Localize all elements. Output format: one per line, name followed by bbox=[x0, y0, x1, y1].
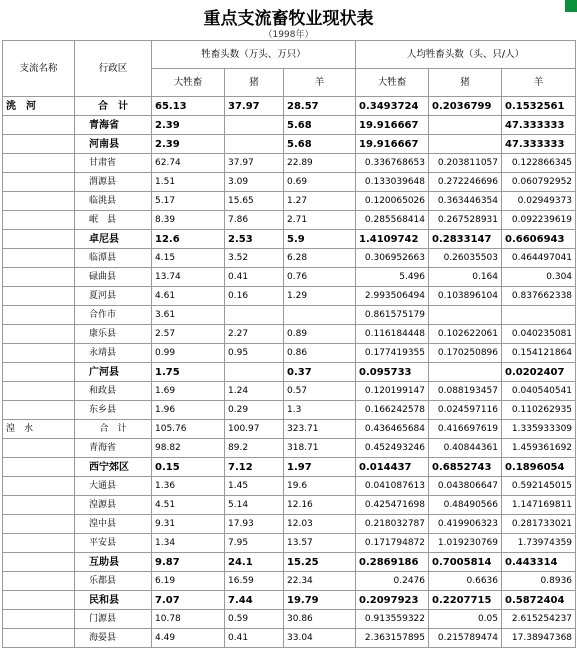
table-row bbox=[3, 173, 576, 192]
cell-large: 1.34 bbox=[152, 534, 225, 553]
cell-branch bbox=[3, 553, 75, 572]
table-row bbox=[3, 610, 576, 629]
cell-large-percapita: 0.133039648 bbox=[356, 173, 429, 192]
cell-sheep-percapita: 0.443314 bbox=[502, 553, 576, 572]
cell-pig-percapita: 0.043806647 bbox=[429, 477, 502, 496]
cell-large: 2.39 bbox=[152, 116, 225, 135]
cell-large: 2.57 bbox=[152, 325, 225, 344]
cell-sheep: 22.89 bbox=[284, 154, 356, 173]
cell-sheep-percapita: 0.122866345 bbox=[502, 154, 576, 173]
cell-admin: 合作市 bbox=[75, 306, 152, 325]
cell-pig-percapita bbox=[429, 135, 502, 154]
cell-sheep-percapita: 0.464497041 bbox=[502, 249, 576, 268]
cell-sheep: 22.34 bbox=[284, 572, 356, 591]
cell-sheep: 0.69 bbox=[284, 173, 356, 192]
cell-admin: 卓尼县 bbox=[75, 230, 152, 249]
cell-sheep: 1.97 bbox=[284, 458, 356, 477]
cell-sheep-percapita: 0.154121864 bbox=[502, 344, 576, 363]
cell-sheep-percapita: 0.592145015 bbox=[502, 477, 576, 496]
cell-large-percapita: 0.120065026 bbox=[356, 192, 429, 211]
cell-sheep: 323.71 bbox=[284, 420, 356, 439]
table-body bbox=[3, 97, 576, 648]
cell-large: 0.99 bbox=[152, 344, 225, 363]
cell-sheep: 28.57 bbox=[284, 97, 356, 116]
cell-pig-percapita: 0.416697619 bbox=[429, 420, 502, 439]
cell-pig-percapita: 0.26035503 bbox=[429, 249, 502, 268]
cell-branch bbox=[3, 363, 75, 382]
cell-admin: 湟中县 bbox=[75, 515, 152, 534]
cell-admin: 青海省 bbox=[75, 439, 152, 458]
cell-sheep-percapita: 0.040540541 bbox=[502, 382, 576, 401]
header-percapita-group: 人均牲畜头数（头、只/人） bbox=[356, 41, 576, 69]
table-row bbox=[3, 591, 576, 610]
cell-branch bbox=[3, 325, 75, 344]
cell-pig: 17.93 bbox=[225, 515, 284, 534]
cell-sheep-percapita: 0.0202407 bbox=[502, 363, 576, 382]
cell-sheep-percapita: 0.281733021 bbox=[502, 515, 576, 534]
header-large-percapita: 大牲畜 bbox=[356, 69, 429, 97]
cell-sheep-percapita: 17.38947368 bbox=[502, 629, 576, 648]
cell-large-percapita: 1.4109742 bbox=[356, 230, 429, 249]
cell-pig: 2.53 bbox=[225, 230, 284, 249]
cell-branch bbox=[3, 211, 75, 230]
cell-large-percapita: 0.2869186 bbox=[356, 553, 429, 572]
cell-admin: 民和县 bbox=[75, 591, 152, 610]
cell-pig-percapita: 0.272246696 bbox=[429, 173, 502, 192]
cell-large: 3.61 bbox=[152, 306, 225, 325]
cell-large-percapita: 0.3493724 bbox=[356, 97, 429, 116]
cell-pig: 89.2 bbox=[225, 439, 284, 458]
cell-sheep: 318.71 bbox=[284, 439, 356, 458]
header-sheep: 羊 bbox=[284, 69, 356, 97]
cell-branch bbox=[3, 230, 75, 249]
table-row bbox=[3, 477, 576, 496]
cell-pig: 1.45 bbox=[225, 477, 284, 496]
header-admin: 行政区 bbox=[75, 41, 152, 97]
cell-admin: 合 计 bbox=[75, 97, 152, 116]
cell-large: 98.82 bbox=[152, 439, 225, 458]
header-pig: 猪 bbox=[225, 69, 284, 97]
cell-large: 4.15 bbox=[152, 249, 225, 268]
cell-pig: 0.29 bbox=[225, 401, 284, 420]
cell-admin: 甘肃省 bbox=[75, 154, 152, 173]
table-row bbox=[3, 496, 576, 515]
cell-large: 7.07 bbox=[152, 591, 225, 610]
cell-branch bbox=[3, 610, 75, 629]
cell-admin: 互助县 bbox=[75, 553, 152, 572]
table-row bbox=[3, 534, 576, 553]
table-row bbox=[3, 116, 576, 135]
cell-sheep-percapita: 0.5872404 bbox=[502, 591, 576, 610]
cell-sheep-percapita: 0.1896054 bbox=[502, 458, 576, 477]
table-row bbox=[3, 192, 576, 211]
cell-sheep-percapita bbox=[502, 306, 576, 325]
cell-pig: 2.27 bbox=[225, 325, 284, 344]
cell-sheep: 5.68 bbox=[284, 135, 356, 154]
cell-pig: 37.97 bbox=[225, 97, 284, 116]
cell-admin: 岷 县 bbox=[75, 211, 152, 230]
cell-admin: 临潭县 bbox=[75, 249, 152, 268]
cell-pig-percapita: 0.267528931 bbox=[429, 211, 502, 230]
cell-sheep: 5.68 bbox=[284, 116, 356, 135]
cell-admin: 临洮县 bbox=[75, 192, 152, 211]
cell-pig bbox=[225, 116, 284, 135]
table-row bbox=[3, 268, 576, 287]
cell-admin: 海晏县 bbox=[75, 629, 152, 648]
cell-large-percapita: 0.2097923 bbox=[356, 591, 429, 610]
cell-branch bbox=[3, 344, 75, 363]
cell-large-percapita: 0.171794872 bbox=[356, 534, 429, 553]
cell-branch bbox=[3, 116, 75, 135]
cell-pig: 3.52 bbox=[225, 249, 284, 268]
cell-large: 4.61 bbox=[152, 287, 225, 306]
cell-sheep: 0.76 bbox=[284, 268, 356, 287]
cell-large: 105.76 bbox=[152, 420, 225, 439]
cell-sheep-percapita: 0.060792952 bbox=[502, 173, 576, 192]
table-row bbox=[3, 363, 576, 382]
cell-branch bbox=[3, 477, 75, 496]
cell-large: 6.19 bbox=[152, 572, 225, 591]
cell-sheep: 1.29 bbox=[284, 287, 356, 306]
cell-branch bbox=[3, 135, 75, 154]
cell-large: 62.74 bbox=[152, 154, 225, 173]
cell-pig: 24.1 bbox=[225, 553, 284, 572]
table-row bbox=[3, 515, 576, 534]
cell-large: 8.39 bbox=[152, 211, 225, 230]
table-row bbox=[3, 306, 576, 325]
cell-pig: 7.44 bbox=[225, 591, 284, 610]
cell-sheep-percapita: 1.73974359 bbox=[502, 534, 576, 553]
cell-large-percapita: 0.336768653 bbox=[356, 154, 429, 173]
cell-sheep: 2.71 bbox=[284, 211, 356, 230]
cell-pig: 7.95 bbox=[225, 534, 284, 553]
cell-large: 4.51 bbox=[152, 496, 225, 515]
header-row-1 bbox=[3, 41, 576, 69]
cell-pig-percapita: 0.170250896 bbox=[429, 344, 502, 363]
cell-pig-percapita: 0.164 bbox=[429, 268, 502, 287]
cell-admin: 康乐县 bbox=[75, 325, 152, 344]
cell-pig-percapita: 0.203811057 bbox=[429, 154, 502, 173]
table-row bbox=[3, 344, 576, 363]
cell-admin: 青海省 bbox=[75, 116, 152, 135]
cell-large-percapita: 0.306952663 bbox=[356, 249, 429, 268]
cell-branch bbox=[3, 515, 75, 534]
cell-large: 1.75 bbox=[152, 363, 225, 382]
cell-large: 4.49 bbox=[152, 629, 225, 648]
cell-pig: 5.14 bbox=[225, 496, 284, 515]
table-row bbox=[3, 154, 576, 173]
cell-pig-percapita: 0.40844361 bbox=[429, 439, 502, 458]
cell-large: 0.15 bbox=[152, 458, 225, 477]
cell-large: 1.69 bbox=[152, 382, 225, 401]
table-row bbox=[3, 325, 576, 344]
cell-sheep: 0.37 bbox=[284, 363, 356, 382]
cell-pig: 7.86 bbox=[225, 211, 284, 230]
cell-admin: 乐都县 bbox=[75, 572, 152, 591]
cell-pig: 3.09 bbox=[225, 173, 284, 192]
cell-large-percapita: 0.218032787 bbox=[356, 515, 429, 534]
cell-sheep: 33.04 bbox=[284, 629, 356, 648]
cell-sheep: 5.9 bbox=[284, 230, 356, 249]
cell-sheep-percapita: 0.6606943 bbox=[502, 230, 576, 249]
cell-pig-percapita bbox=[429, 116, 502, 135]
cell-admin: 夏河县 bbox=[75, 287, 152, 306]
cell-sheep: 13.57 bbox=[284, 534, 356, 553]
cell-branch bbox=[3, 382, 75, 401]
cell-large: 9.31 bbox=[152, 515, 225, 534]
cell-sheep-percapita: 2.615254237 bbox=[502, 610, 576, 629]
table-row bbox=[3, 382, 576, 401]
cell-branch bbox=[3, 173, 75, 192]
cell-large: 10.78 bbox=[152, 610, 225, 629]
header-pig-percapita: 猪 bbox=[429, 69, 502, 97]
cell-branch bbox=[3, 439, 75, 458]
cell-large: 5.17 bbox=[152, 192, 225, 211]
cell-sheep-percapita: 0.837662338 bbox=[502, 287, 576, 306]
cell-branch: 湟 水 bbox=[3, 420, 75, 439]
table-row bbox=[3, 439, 576, 458]
cell-pig: 0.95 bbox=[225, 344, 284, 363]
cell-pig: 0.41 bbox=[225, 268, 284, 287]
cell-sheep: 19.6 bbox=[284, 477, 356, 496]
livestock-table bbox=[2, 40, 576, 648]
cell-pig-percapita: 0.363446354 bbox=[429, 192, 502, 211]
cell-large: 1.96 bbox=[152, 401, 225, 420]
cell-sheep-percapita: 1.147169811 bbox=[502, 496, 576, 515]
cell-large: 1.51 bbox=[152, 173, 225, 192]
cell-large-percapita: 5.496 bbox=[356, 268, 429, 287]
cell-large: 9.87 bbox=[152, 553, 225, 572]
table-row bbox=[3, 97, 576, 116]
cell-sheep-percapita: 0.02949373 bbox=[502, 192, 576, 211]
cell-pig-percapita bbox=[429, 363, 502, 382]
cell-pig-percapita: 0.2036799 bbox=[429, 97, 502, 116]
cell-pig-percapita: 0.48490566 bbox=[429, 496, 502, 515]
cell-pig-percapita: 0.2207715 bbox=[429, 591, 502, 610]
cell-admin: 大通县 bbox=[75, 477, 152, 496]
cell-admin: 永靖县 bbox=[75, 344, 152, 363]
cell-branch bbox=[3, 458, 75, 477]
cell-large: 2.39 bbox=[152, 135, 225, 154]
cell-sheep: 12.16 bbox=[284, 496, 356, 515]
cell-sheep-percapita: 47.333333 bbox=[502, 135, 576, 154]
cell-pig: 37.97 bbox=[225, 154, 284, 173]
table-row bbox=[3, 249, 576, 268]
cell-large-percapita: 2.993506494 bbox=[356, 287, 429, 306]
cell-sheep-percapita: 0.8936 bbox=[502, 572, 576, 591]
cell-admin: 东乡县 bbox=[75, 401, 152, 420]
cell-large-percapita: 0.913559322 bbox=[356, 610, 429, 629]
cell-sheep-percapita: 0.040235081 bbox=[502, 325, 576, 344]
cell-branch bbox=[3, 249, 75, 268]
cell-large-percapita: 0.116184448 bbox=[356, 325, 429, 344]
cell-large: 65.13 bbox=[152, 97, 225, 116]
cell-large-percapita: 0.861575179 bbox=[356, 306, 429, 325]
cell-pig: 7.12 bbox=[225, 458, 284, 477]
cell-sheep: 30.86 bbox=[284, 610, 356, 629]
cell-sheep-percapita: 47.333333 bbox=[502, 116, 576, 135]
cell-pig: 16.59 bbox=[225, 572, 284, 591]
cell-large-percapita: 19.916667 bbox=[356, 135, 429, 154]
table-row bbox=[3, 420, 576, 439]
cell-large-percapita: 0.095733 bbox=[356, 363, 429, 382]
cell-pig-percapita: 1.019230769 bbox=[429, 534, 502, 553]
cell-admin: 广河县 bbox=[75, 363, 152, 382]
cell-large-percapita: 0.452493246 bbox=[356, 439, 429, 458]
cell-pig-percapita: 0.102622061 bbox=[429, 325, 502, 344]
cell-large-percapita: 19.916667 bbox=[356, 116, 429, 135]
table-row bbox=[3, 135, 576, 154]
cell-pig: 1.24 bbox=[225, 382, 284, 401]
cell-branch bbox=[3, 287, 75, 306]
cell-sheep-percapita: 0.110262935 bbox=[502, 401, 576, 420]
cell-branch bbox=[3, 154, 75, 173]
cell-pig: 0.16 bbox=[225, 287, 284, 306]
cell-pig-percapita: 0.088193457 bbox=[429, 382, 502, 401]
cell-pig bbox=[225, 306, 284, 325]
cell-pig bbox=[225, 135, 284, 154]
cell-admin: 渭源县 bbox=[75, 173, 152, 192]
cell-pig: 100.97 bbox=[225, 420, 284, 439]
table-row bbox=[3, 553, 576, 572]
cell-sheep-percapita: 1.335933309 bbox=[502, 420, 576, 439]
cell-large-percapita: 0.436465684 bbox=[356, 420, 429, 439]
cell-pig-percapita: 0.024597116 bbox=[429, 401, 502, 420]
cell-large-percapita: 0.120199147 bbox=[356, 382, 429, 401]
page-subtitle: （1998年） bbox=[263, 30, 314, 40]
cell-pig-percapita bbox=[429, 306, 502, 325]
header-large: 大牲畜 bbox=[152, 69, 225, 97]
cell-admin: 合 计 bbox=[75, 420, 152, 439]
cell-admin: 门源县 bbox=[75, 610, 152, 629]
cell-pig-percapita: 0.215789474 bbox=[429, 629, 502, 648]
cell-large: 1.36 bbox=[152, 477, 225, 496]
cell-large: 13.74 bbox=[152, 268, 225, 287]
cell-large-percapita: 0.2476 bbox=[356, 572, 429, 591]
cell-admin: 碌曲县 bbox=[75, 268, 152, 287]
table-row bbox=[3, 629, 576, 648]
cell-admin: 河南县 bbox=[75, 135, 152, 154]
cell-large-percapita: 2.363157895 bbox=[356, 629, 429, 648]
table-row bbox=[3, 211, 576, 230]
cell-large-percapita: 0.014437 bbox=[356, 458, 429, 477]
cell-branch bbox=[3, 534, 75, 553]
cell-sheep: 6.28 bbox=[284, 249, 356, 268]
cell-branch bbox=[3, 192, 75, 211]
cell-admin: 湟源县 bbox=[75, 496, 152, 515]
cell-sheep: 1.3 bbox=[284, 401, 356, 420]
cell-branch bbox=[3, 401, 75, 420]
cell-sheep-percapita: 0.1532561 bbox=[502, 97, 576, 116]
cell-branch: 洮 河 bbox=[3, 97, 75, 116]
cell-large-percapita: 0.285568414 bbox=[356, 211, 429, 230]
cell-large-percapita: 0.425471698 bbox=[356, 496, 429, 515]
cell-branch bbox=[3, 496, 75, 515]
cell-pig bbox=[225, 363, 284, 382]
table-row bbox=[3, 401, 576, 420]
cell-sheep-percapita: 0.304 bbox=[502, 268, 576, 287]
cell-pig: 15.65 bbox=[225, 192, 284, 211]
cell-branch bbox=[3, 629, 75, 648]
header-livestock-group: 牲畜头数（万头、万只） bbox=[152, 41, 356, 69]
cell-sheep-percapita: 1.459361692 bbox=[502, 439, 576, 458]
cell-sheep: 0.89 bbox=[284, 325, 356, 344]
cell-sheep bbox=[284, 306, 356, 325]
cell-sheep: 1.27 bbox=[284, 192, 356, 211]
table-row bbox=[3, 287, 576, 306]
cell-pig-percapita: 0.419906323 bbox=[429, 515, 502, 534]
cell-sheep: 15.25 bbox=[284, 553, 356, 572]
cell-large-percapita: 0.041087613 bbox=[356, 477, 429, 496]
cell-sheep: 0.86 bbox=[284, 344, 356, 363]
cell-branch bbox=[3, 306, 75, 325]
cell-sheep-percapita: 0.092239619 bbox=[502, 211, 576, 230]
cell-pig-percapita: 0.05 bbox=[429, 610, 502, 629]
cell-sheep: 12.03 bbox=[284, 515, 356, 534]
page-title: 重点支流畜牧业现状表 bbox=[203, 9, 374, 29]
cell-branch bbox=[3, 268, 75, 287]
cell-pig-percapita: 0.6636 bbox=[429, 572, 502, 591]
table-row bbox=[3, 230, 576, 249]
cell-large-percapita: 0.177419355 bbox=[356, 344, 429, 363]
cell-large-percapita: 0.166242578 bbox=[356, 401, 429, 420]
cell-branch bbox=[3, 591, 75, 610]
cell-pig-percapita: 0.7005814 bbox=[429, 553, 502, 572]
cell-sheep: 0.57 bbox=[284, 382, 356, 401]
cell-pig: 0.41 bbox=[225, 629, 284, 648]
cell-pig-percapita: 0.103896104 bbox=[429, 287, 502, 306]
cell-sheep: 19.79 bbox=[284, 591, 356, 610]
cell-large: 12.6 bbox=[152, 230, 225, 249]
cell-pig: 0.59 bbox=[225, 610, 284, 629]
header-branch: 支流名称 bbox=[3, 41, 75, 97]
table-row bbox=[3, 458, 576, 477]
header-sheep-percapita: 羊 bbox=[502, 69, 576, 97]
cell-admin: 西宁郊区 bbox=[75, 458, 152, 477]
cell-admin: 和政县 bbox=[75, 382, 152, 401]
cell-admin: 平安县 bbox=[75, 534, 152, 553]
cell-pig-percapita: 0.2833147 bbox=[429, 230, 502, 249]
cell-pig-percapita: 0.6852743 bbox=[429, 458, 502, 477]
